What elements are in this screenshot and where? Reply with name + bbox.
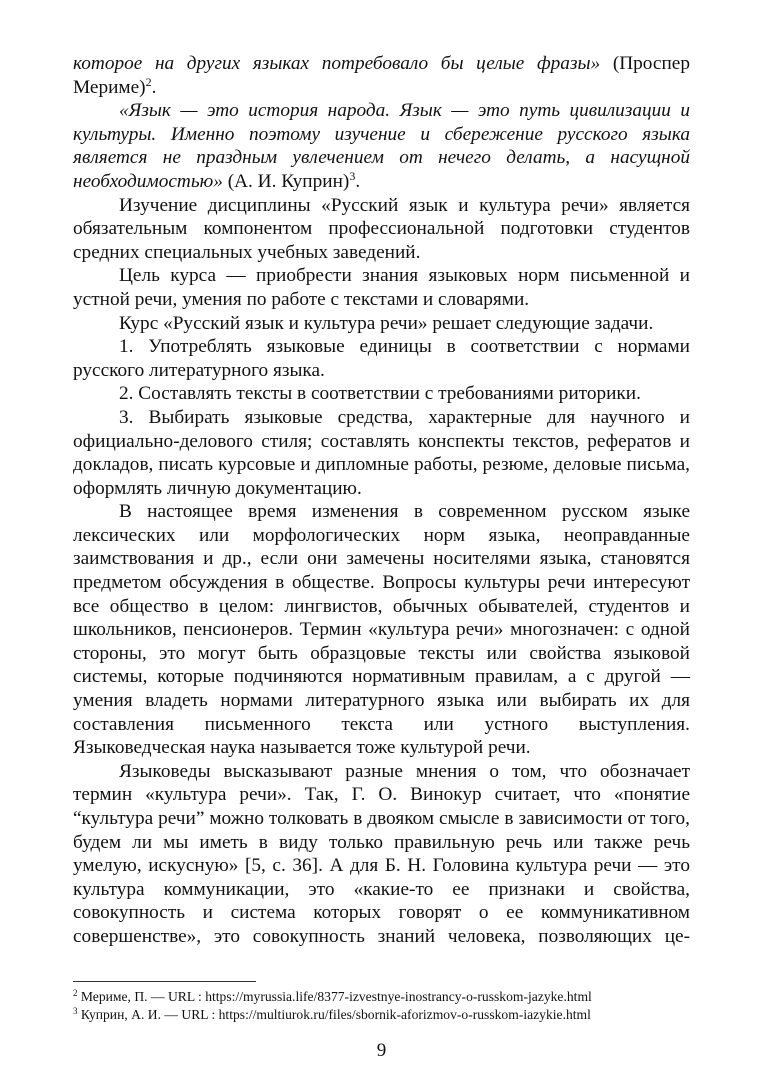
footnote-text: Куприн, А. И. — URL : https://multiurok.ru/files/sbornik-aforizmov-o-russkom-iazykie.html [77,1007,591,1022]
paragraph: Цель курса — приобрести знания языковых норм письменной и устной речи, умения по работе с текстами и словарями. [73,265,690,310]
footnote [73,988,713,1006]
paragraph-merimee-quote: которое на других языках потребовало бы целые фразы» (Проспер Мериме)$^2$. [73,53,690,98]
paragraph: В настоящее время изменения в современном русском языке лексических или морфологических норм языка, неоправданные заимствования и др., если они замечены носителями языка, становятся предметом обсуждения в обществе. Вопросы культуры речи интересуют все общество в целом: лингвистов, обычных обывателей, студентов и школьников, пенсионеров. Термин «культура речи» многозначен: с одной стороны, это могут быть образцовые тексты или свойства языковой системы, которые подчиняются нормативным правилам, а с другой — умения владеть нормами литературного языка или выбирать их для составления письменного текста или устного выступления. Языковедческая наука называется тоже культурой речи. [73,501,690,759]
footnote-divider [73,981,256,982]
list-item: 1. Употреблять языковые единицы в соответствии с нормами русского литературного языка. [73,336,690,381]
footnote-text: Мериме, П. — URL : https://myrussia.life/8377-izvestnye-inostrancy-o-russkom-jazyke.html [77,989,592,1004]
footnote-number: 3 [73,1006,78,1016]
page-body [73,52,690,949]
quote-author: (Проспер Мериме) [73,53,690,98]
paragraph: Курс «Русский язык и культура речи» решает следующие задачи. [119,312,654,334]
quote-author: (А. И. Куприн) [222,170,350,192]
footnotes [73,988,713,1024]
list-item: 3. Выбирать языковые средства, характерные для научного и официально-делового стиля; составлять конспекты текстов, рефератов и докладов, писать курсовые и дипломные работы, резюме, деловые письма, оформлять личную документацию. [73,406,690,499]
footnote-number: 2 [73,988,78,998]
footnote-ref[interactable]: 2 [145,74,152,89]
quote-text: которое на других языках потребовало бы целые фразы» [73,53,601,74]
paragraph: Языковеды высказывают разные мнения о том, что обозначает термин «культура речи». Так, Г. О. Винокур считает, что «понятие “культура речи” можно толковать в двояком смысле в зависимости от того, будем ли мы иметь в виду только правильную речь или также речь умелую, искусную» [5, с. 36]. А для Б. Н. Головина культура речи — это культура коммуникации, это «какие-то ее признаки и свойства, совокупность и система которых говорят о ее коммуникативном совершенстве», это совокупность знаний человека, позволяющих це- [73,760,690,947]
paragraph-kuprin-quote: «Язык — это история народа. Язык — это путь цивилизации и культуры. Именно поэтому изучение и сбережение русского языка является не праздным увлечением от нечего делать, а насущной необходимостью» (А. И. Куприн)$^3$. [73,100,690,192]
list-item: 2. Составлять тексты в соответствии с требованиями риторики. [119,383,641,405]
quote-text: «Язык — это история народа. Язык — это путь цивилизации и культуры. Именно поэтому изучение и сбережение русского языка является не праздным увлечением от нечего делать, а насущной необходимостью» [73,100,690,192]
footnote-ref[interactable]: 3 [349,168,356,183]
page-number: 9 [376,1040,387,1061]
footnote [73,1006,713,1024]
paragraph: Изучение дисциплины «Русский язык и культура речи» является обязательным компонентом профессиональной подготовки студентов средних специальных учебных заведений. [73,194,690,263]
